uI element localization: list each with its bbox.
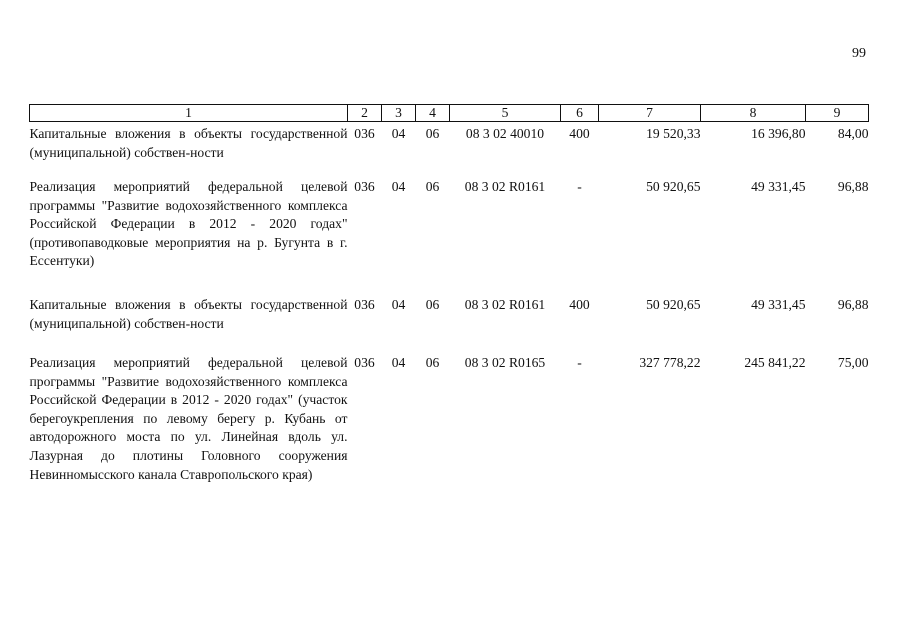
planned-amount: 50 920,65 [646,179,701,194]
col-header-5: 5 [450,105,561,122]
section-code: 04 [391,179,406,194]
col-header-2: 2 [348,105,382,122]
execution-percent: 96,88 [837,179,869,194]
subsection-code: 06 [425,355,440,370]
ministry-code: 036 [354,355,375,370]
col-header-4: 4 [416,105,450,122]
table-row [30,296,869,354]
col-header-6: 6 [561,105,599,122]
planned-amount: 327 778,22 [639,355,701,370]
column-number-header [30,105,869,122]
table-row [30,122,869,179]
ministry-code: 036 [354,179,375,194]
target-article-code: 08 3 02 R0161 [464,179,546,194]
col-header-1: 1 [30,105,348,122]
col-header-3: 3 [382,105,416,122]
subsection-code: 06 [425,297,440,312]
subsection-code: 06 [425,179,440,194]
ministry-code: 036 [354,126,375,141]
expense-type-code: - [577,355,582,370]
item-name: Капитальные вложения в объекты государственной (муниципальной) собствен-ности [29,297,348,331]
executed-amount: 49 331,45 [751,179,806,194]
budget-table [29,104,869,484]
expense-type-code: 400 [569,297,590,312]
item-name: Капитальные вложения в объекты государственной (муниципальной) собствен-ности [29,126,348,160]
planned-amount: 50 920,65 [646,297,701,312]
target-article-code: 08 3 02 R0165 [464,355,546,370]
target-article-code: 08 3 02 40010 [465,126,545,141]
executed-amount: 16 396,80 [751,126,806,141]
table-row [30,354,869,484]
section-code: 04 [391,355,406,370]
item-name: Реализация мероприятий федеральной целевой программы "Развитие водохозяйственного комплекса Российской Федерации в 2012 - 2020 годах" (участок берегоукрепления по левому берегу р. Кубань от автодорожного моста по ул. Линейная вдоль ул. Лазурная до плотины Головного сооружения Невинномысского канала Ставропольского края) [29,355,348,482]
page-number: 99 [852,46,866,61]
planned-amount: 19 520,33 [646,126,701,141]
col-header-9: 9 [806,105,869,122]
executed-amount: 49 331,45 [751,297,806,312]
section-code: 04 [391,297,406,312]
target-article-code: 08 3 02 R0161 [464,297,546,312]
table-row [30,178,869,296]
item-name: Реализация мероприятий федеральной целевой программы "Развитие водохозяйственного комплекса Российской Федерации в 2012 - 2020 годах" (противопаводковые мероприятия на р. Бугунта в г. Ессентуки) [29,179,348,269]
subsection-code: 06 [425,126,440,141]
expense-type-code: 400 [569,126,590,141]
execution-percent: 84,00 [837,126,869,141]
col-header-8: 8 [701,105,806,122]
col-header-7: 7 [599,105,701,122]
execution-percent: 96,88 [837,297,869,312]
execution-percent: 75,00 [837,355,869,370]
section-code: 04 [391,126,406,141]
ministry-code: 036 [354,297,375,312]
expense-type-code: - [577,179,582,194]
executed-amount: 245 841,22 [744,355,806,370]
